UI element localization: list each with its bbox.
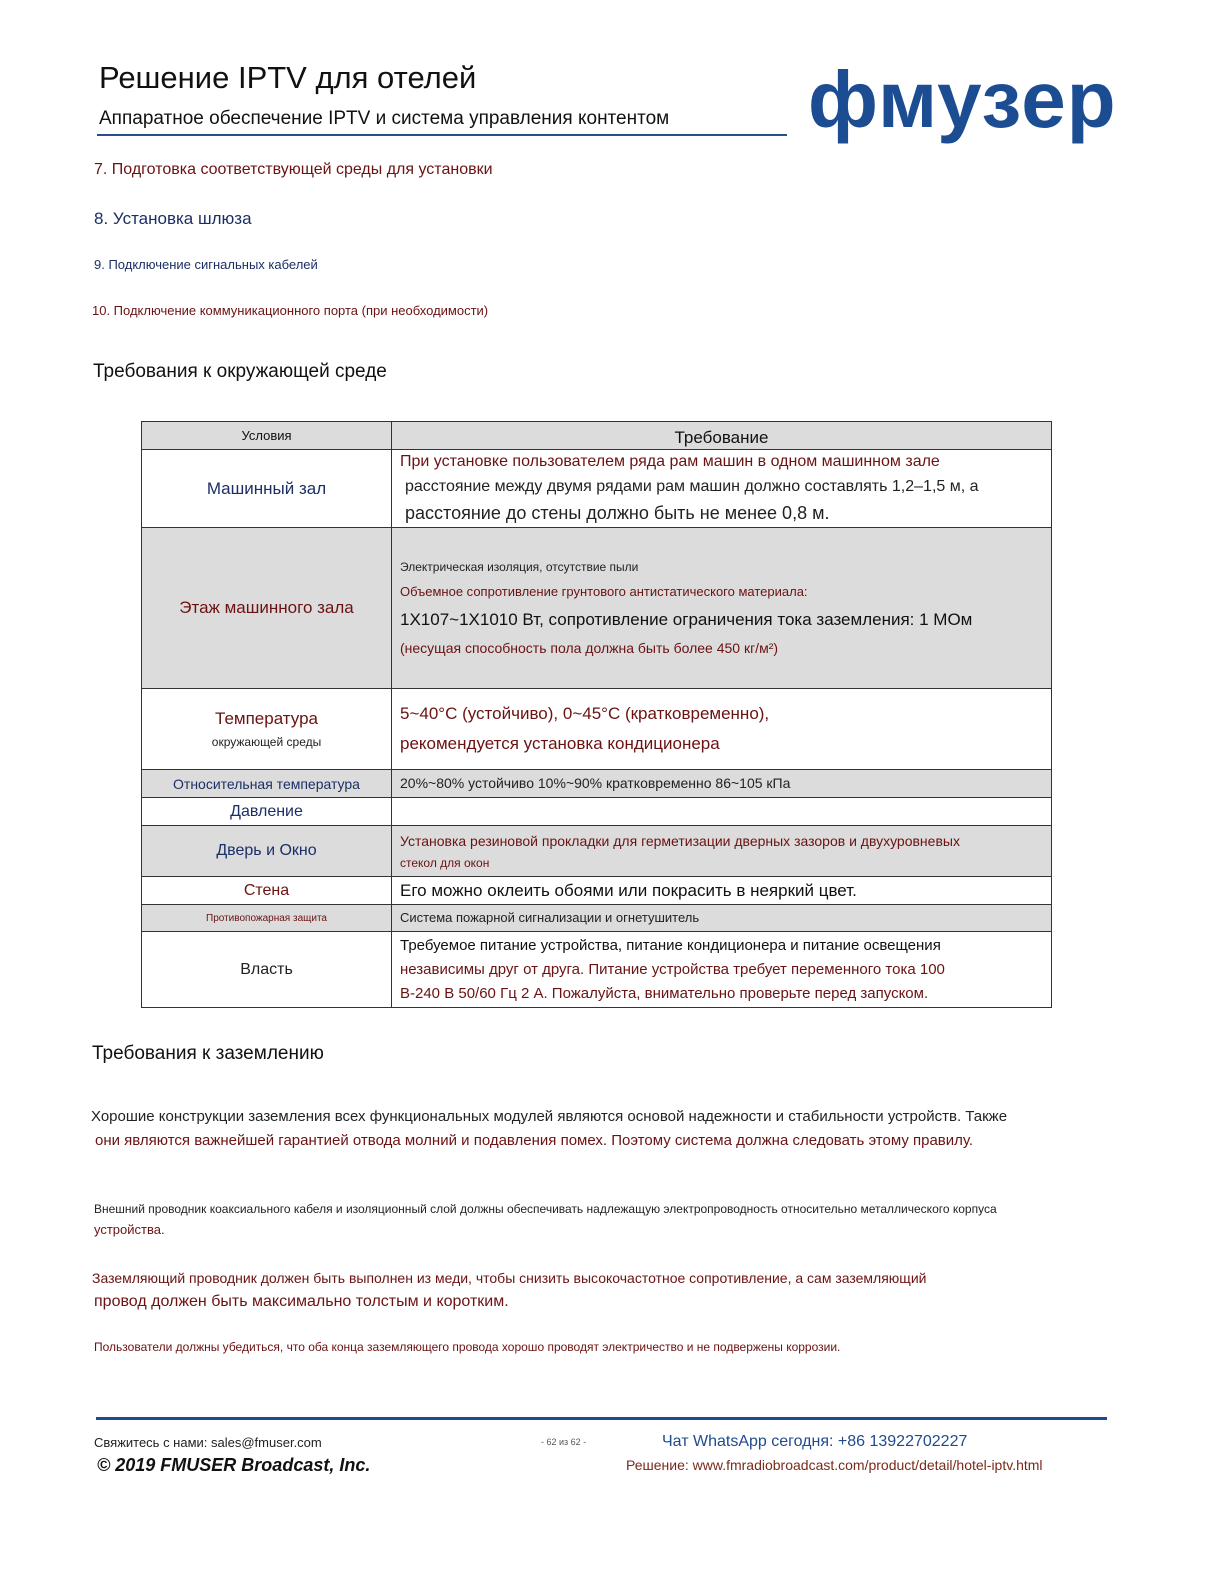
footer-contact: Свяжитесь с нами: sales@fmuser.com <box>94 1435 322 1450</box>
condition-cell: Дверь и Окно <box>142 826 392 877</box>
footer-copyright: © 2019 FMUSER Broadcast, Inc. <box>97 1455 371 1475</box>
condition-label: Температура <box>215 709 318 729</box>
requirement-line: 1X107~1X1010 Вт, сопротивление ограничения тока заземления: 1 МОм <box>400 609 973 629</box>
footer-divider <box>96 1417 1107 1420</box>
requirement-cell: Его можно оклеить обоями или покрасить в неяркий цвет. <box>392 877 1052 905</box>
condition-sublabel: окружающей среды <box>211 735 322 750</box>
table-row <box>142 932 1052 1008</box>
requirement-line: расстояние между двумя рядами рам машин должно составлять 1,2–1,5 м, а <box>405 477 979 495</box>
env-requirements-table <box>141 421 1052 1008</box>
condition-cell: Относительная температура <box>142 770 392 798</box>
paragraph-line: они являются важнейшей гарантией отвода молний и подавления помех. Поэтому система должна следовать этому правилу. <box>95 1132 974 1149</box>
solution-link[interactable]: Решение: www.fmradiobroadcast.com/product/detail/hotel-iptv.html <box>626 1457 1043 1473</box>
grounding-paragraph <box>92 1267 926 1315</box>
requirement-line: 5~40°C (устойчиво), 0~45°C (кратковременно), <box>400 703 770 723</box>
condition-cell: Власть <box>142 932 392 1008</box>
table-row <box>142 798 1052 826</box>
grounding-section-heading: Требования к заземлению <box>92 1043 324 1064</box>
condition-cell: Противопожарная защита <box>142 905 392 932</box>
condition-cell: Давление <box>142 798 392 826</box>
page-title: Решение IPTV для отелей <box>99 60 477 95</box>
col-header-requirement: Требование <box>392 422 1052 450</box>
requirement-cell <box>392 826 1052 877</box>
condition-cell: Этаж машинного зала <box>142 528 392 689</box>
requirement-line: При установке пользователем ряда рам машин в одном машинном зале <box>400 453 940 470</box>
table-row <box>142 450 1052 528</box>
table-row <box>142 826 1052 877</box>
condition-cell: Стена <box>142 877 392 905</box>
requirement-cell <box>392 450 1052 528</box>
requirement-cell <box>392 689 1052 770</box>
table-row <box>142 877 1052 905</box>
requirement-line: Объемное сопротивление грунтового антистатического материала: <box>400 583 808 599</box>
brand-logo: фмузер <box>808 55 1117 144</box>
table-header-row <box>142 422 1052 450</box>
condition-cell: Машинный зал <box>142 450 392 528</box>
step-item: 7. Подготовка соответствующей среды для установки <box>94 161 493 178</box>
header-divider <box>97 134 787 136</box>
step-item: 8. Установка шлюза <box>94 209 252 228</box>
requirement-cell <box>392 528 1052 689</box>
env-section-heading: Требования к окружающей среде <box>93 361 387 382</box>
paragraph-line: Заземляющий проводник должен быть выполнен из меди, чтобы снизить высокочастотное сопротивление, а сам заземляющий <box>92 1270 927 1286</box>
table-row <box>142 689 1052 770</box>
paragraph-line: провод должен быть максимально толстым и коротким. <box>94 1293 509 1311</box>
page-number: - 62 из 62 - <box>541 1437 587 1447</box>
step-item: 9. Подключение сигнальных кабелей <box>94 257 318 272</box>
requirement-line: Электрическая изоляция, отсутствие пыли <box>400 559 639 574</box>
requirement-line: Установка резиновой прокладки для герметизации дверных зазоров и двухуровневых <box>400 832 960 849</box>
requirement-line: стекол для окон <box>400 855 490 870</box>
paragraph-line: Хорошие конструкции заземления всех функциональных модулей являются основой надежности и стабильности устройств. Также <box>91 1108 1008 1125</box>
grounding-paragraph <box>94 1199 997 1241</box>
whatsapp-contact: Чат WhatsApp сегодня: +86 13922702227 <box>662 1433 968 1450</box>
col-header-conditions: Условия <box>142 422 392 450</box>
requirement-line: рекомендуется установка кондиционера <box>400 734 720 754</box>
condition-cell <box>142 689 392 770</box>
grounding-paragraph <box>91 1105 1007 1153</box>
requirement-cell <box>392 932 1052 1008</box>
requirement-line: Требуемое питание устройства, питание кондиционера и питание освещения <box>400 936 941 954</box>
requirement-cell <box>392 798 1052 826</box>
table-row <box>142 905 1052 932</box>
requirement-line: независимы друг от друга. Питание устройства требует переменного тока 100 <box>400 960 945 978</box>
requirement-cell: 20%~80% устойчиво 10%~90% кратковременно 86~105 кПа <box>392 770 1052 798</box>
table-row <box>142 528 1052 689</box>
requirement-line: В-240 В 50/60 Гц 2 А. Пожалуйста, внимательно проверьте перед запуском. <box>400 984 929 1002</box>
paragraph-line: Внешний проводник коаксиального кабеля и изоляционный слой должны обеспечивать надлежащую электропроводность относительно металлического корпуса <box>94 1202 997 1216</box>
step-item: 10. Подключение коммуникационного порта (при необходимости) <box>92 303 489 318</box>
table-row <box>142 770 1052 798</box>
requirement-cell: Система пожарной сигнализации и огнетушитель <box>392 905 1052 932</box>
requirement-line: расстояние до стены должно быть не менее 0,8 м. <box>405 502 830 523</box>
paragraph-line: устройства. <box>94 1222 165 1238</box>
grounding-paragraph: Пользователи должны убедиться, что оба конца заземляющего провода хорошо проводят электричество и не подвержены коррозии. <box>94 1340 841 1354</box>
page-subtitle: Аппаратное обеспечение IPTV и система управления контентом <box>99 108 670 129</box>
requirement-line: (несущая способность пола должна быть более 450 кг/м²) <box>400 640 779 657</box>
